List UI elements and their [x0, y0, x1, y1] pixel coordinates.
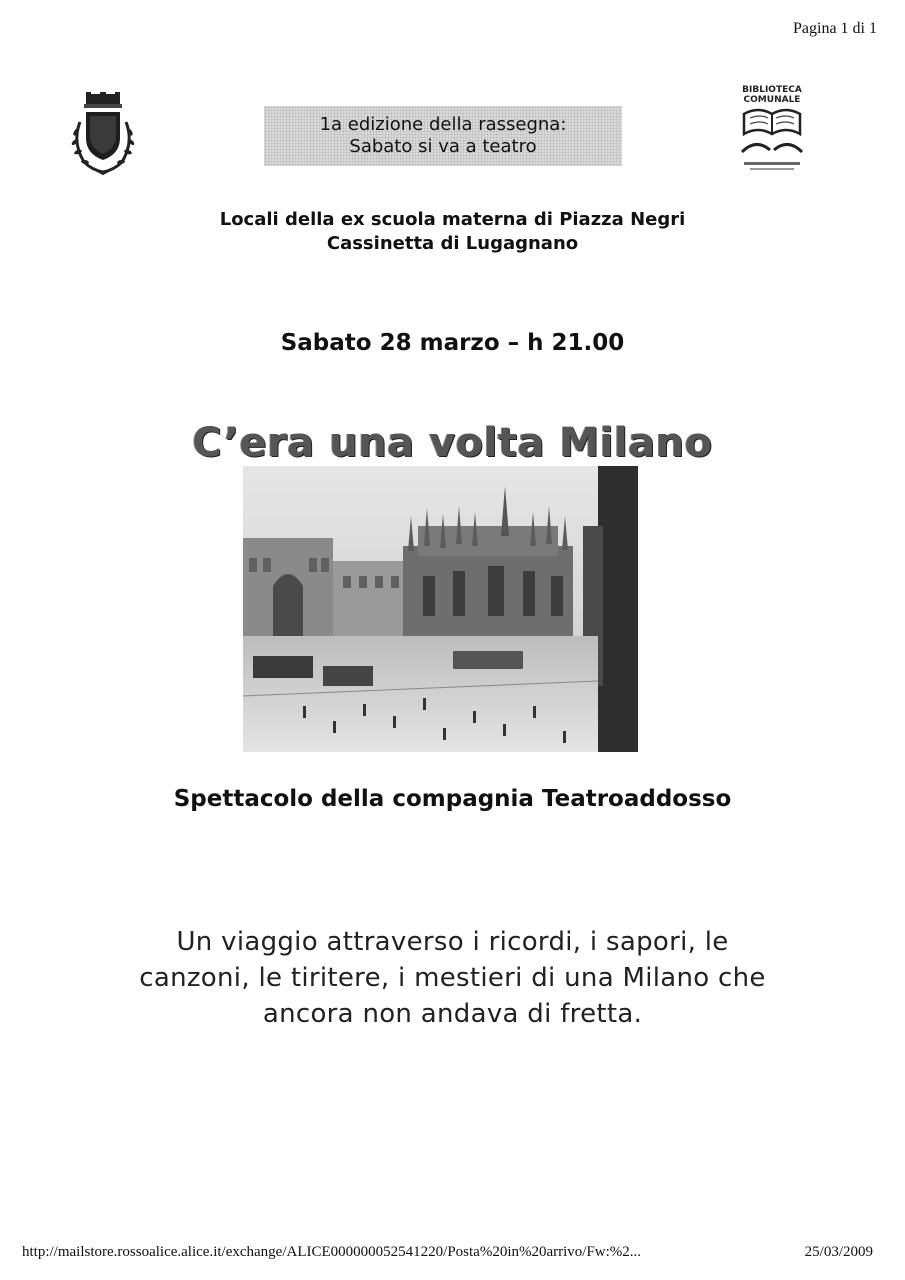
venue-info	[0, 208, 905, 256]
footer-date: 25/03/2009	[804, 1244, 873, 1260]
banner-line-1: 1a edizione della rassegna:	[319, 114, 567, 135]
footer-url: http://mailstore.rossoalice.alice.it/exchange/ALICE000000052541220/Posta%20in%20arrivo/Fw:%2...	[22, 1244, 642, 1260]
library-book-icon	[736, 80, 808, 176]
library-logo-line-1: BIBLIOTECA	[742, 85, 802, 95]
page-number: Pagina 1 di 1	[793, 20, 877, 37]
venue-line-1: Locali della ex scuola materna di Piazza Negri	[219, 209, 686, 230]
company-line: Spettacolo della compagnia Teatroaddosso	[173, 786, 732, 812]
library-logo-line-2: COMUNALE	[743, 95, 801, 105]
description-line-3: ancora non andava di fretta.	[262, 999, 643, 1029]
banner-line-2: Sabato si va a teatro	[349, 136, 537, 157]
show-title: C’era una volta Milano	[192, 420, 713, 466]
show-description	[90, 924, 815, 1032]
venue-line-2: Cassinetta di Lugagnano	[326, 233, 579, 254]
description-line-1: Un viaggio attraverso i ricordi, i sapori, le	[176, 927, 729, 957]
description-line-2: canzoni, le tiritere, i mestieri di una Milano che	[139, 963, 766, 993]
festival-banner	[264, 106, 622, 166]
municipal-crest-icon	[70, 92, 136, 176]
milan-duomo-photo	[243, 466, 638, 752]
event-date-time: Sabato 28 marzo – h 21.00	[280, 330, 625, 356]
